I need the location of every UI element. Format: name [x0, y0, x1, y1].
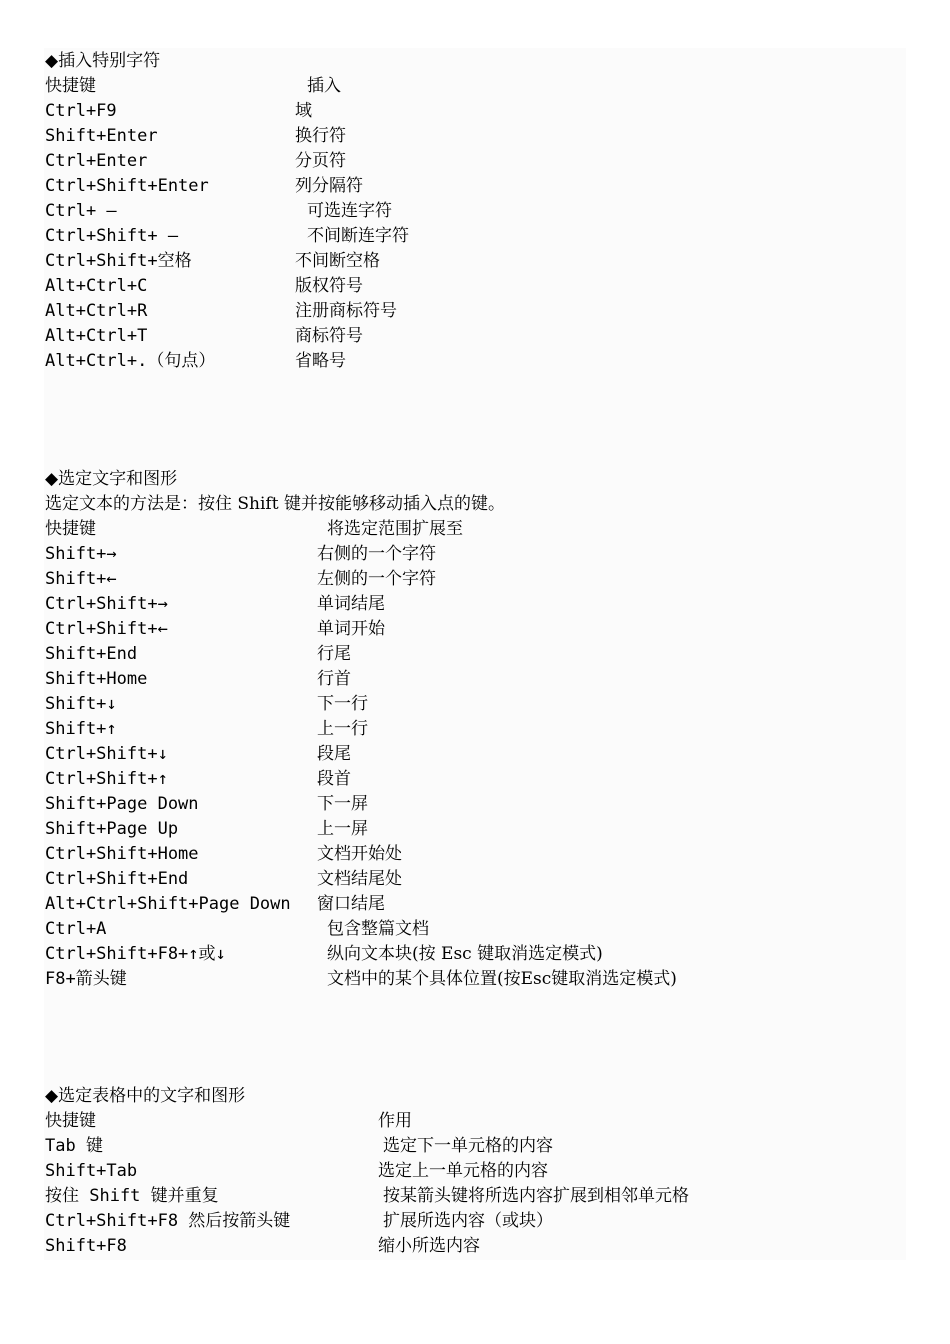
shortcut-key: Alt+Ctrl+T	[45, 326, 148, 346]
shortcut-key: Shift+F8	[45, 1236, 127, 1256]
shortcut-action: 不间断连字符	[307, 226, 409, 246]
table-header	[45, 1109, 905, 1134]
shortcut-key: Shift+Home	[45, 669, 148, 689]
table-row	[45, 1234, 905, 1259]
shortcut-key: Ctrl+Shift+F8+↑或↓	[45, 944, 226, 964]
shortcut-action: 省略号	[295, 351, 346, 371]
shortcut-key: Shift+←	[45, 569, 117, 589]
shortcut-action: 不间断空格	[295, 251, 380, 271]
table-row	[45, 174, 905, 199]
table-row	[45, 274, 905, 299]
table-row	[45, 742, 905, 767]
table-row	[45, 349, 905, 374]
shortcut-key: Ctrl+F9	[45, 101, 117, 121]
table-row	[45, 967, 905, 992]
table-row	[45, 1134, 905, 1159]
header-key: 快捷键	[45, 519, 96, 539]
shortcut-action: 可选连字符	[307, 201, 392, 221]
header-key: 快捷键	[45, 1111, 96, 1131]
table-row	[45, 767, 905, 792]
shortcut-action: 换行符	[295, 126, 346, 146]
table-row	[45, 249, 905, 274]
shortcut-action: 左侧的一个字符	[317, 569, 436, 589]
table-row	[45, 717, 905, 742]
shortcut-key: Ctrl+Shift+Home	[45, 844, 199, 864]
shortcut-key: Alt+Ctrl+.（句点）	[45, 351, 216, 371]
section-insert-special-characters	[45, 49, 905, 374]
table-header	[45, 517, 905, 542]
shortcut-key: F8+箭头键	[45, 969, 127, 989]
shortcut-key: Shift+↑	[45, 719, 117, 739]
shortcut-key: Alt+Ctrl+R	[45, 301, 148, 321]
shortcut-key: Ctrl+Shift+↑	[45, 769, 168, 789]
table-row	[45, 667, 905, 692]
table-row	[45, 792, 905, 817]
shortcut-action: 按某箭头键将所选内容扩展到相邻单元格	[383, 1186, 689, 1206]
header-key: 快捷键	[45, 76, 96, 96]
shortcut-action: 纵向文本块(按 Esc 键取消选定模式)	[327, 944, 603, 964]
header-value: 作用	[378, 1111, 412, 1131]
shortcut-action: 分页符	[295, 151, 346, 171]
shortcut-action: 版权符号	[295, 276, 363, 296]
table-row	[45, 542, 905, 567]
table-row	[45, 1184, 905, 1209]
shortcut-action: 单词开始	[317, 619, 385, 639]
table-header	[45, 74, 905, 99]
table-row	[45, 642, 905, 667]
shortcut-action: 行尾	[317, 644, 351, 664]
shortcut-key: Ctrl+Shift+F8 然后按箭头键	[45, 1211, 291, 1231]
shortcut-action: 文档开始处	[317, 844, 402, 864]
table-row	[45, 917, 905, 942]
shortcut-key: Ctrl+A	[45, 919, 107, 939]
table-row	[45, 124, 905, 149]
header-value: 将选定范围扩展至	[327, 519, 463, 539]
section-title: ◆选定表格中的文字和图形	[45, 1086, 246, 1106]
shortcut-action: 行首	[317, 669, 351, 689]
shortcut-key: Shift+End	[45, 644, 138, 664]
table-row	[45, 867, 905, 892]
table-row	[45, 567, 905, 592]
shortcut-action: 注册商标符号	[295, 301, 397, 321]
table-row	[45, 99, 905, 124]
table-row	[45, 224, 905, 249]
shortcut-action: 段首	[317, 769, 351, 789]
table-row	[45, 199, 905, 224]
shortcut-key: Shift+Enter	[45, 126, 158, 146]
shortcut-action: 扩展所选内容（或块）	[383, 1211, 553, 1231]
shortcut-key: Shift+↓	[45, 694, 117, 714]
table-row	[45, 149, 905, 174]
section-intro: 选定文本的方法是：按住 Shift 键并按能够移动插入点的键。	[45, 494, 505, 514]
shortcut-key: Shift+→	[45, 544, 117, 564]
shortcut-action: 缩小所选内容	[378, 1236, 480, 1256]
table-row	[45, 817, 905, 842]
shortcut-action: 商标符号	[295, 326, 363, 346]
shortcut-key: Ctrl+Shift+↓	[45, 744, 168, 764]
shortcut-action: 列分隔符	[295, 176, 363, 196]
shortcut-key: Ctrl+Shift+→	[45, 594, 168, 614]
shortcut-key: Ctrl+Shift+空格	[45, 251, 192, 271]
shortcut-action: 文档结尾处	[317, 869, 402, 889]
shortcut-action: 域	[295, 101, 312, 121]
section-select-text-and-graphics	[45, 467, 905, 992]
shortcut-action: 选定下一单元格的内容	[383, 1136, 553, 1156]
table-row	[45, 299, 905, 324]
shortcut-key: 按住 Shift 键并重复	[45, 1186, 219, 1206]
section-title: ◆选定文字和图形	[45, 469, 178, 489]
shortcut-key: Ctrl+Shift+End	[45, 869, 189, 889]
table-row	[45, 1209, 905, 1234]
table-row	[45, 1159, 905, 1184]
table-row	[45, 692, 905, 717]
shortcut-action: 包含整篇文档	[327, 919, 429, 939]
shortcut-key: Shift+Page Up	[45, 819, 179, 839]
shortcut-action: 选定上一单元格的内容	[378, 1161, 548, 1181]
section-select-table-text-and-graphics	[45, 1084, 905, 1259]
shortcut-key: Ctrl+Shift+Enter	[45, 176, 209, 196]
shortcut-key: Alt+Ctrl+Shift+Page Down	[45, 894, 291, 914]
shortcut-key: Ctrl+Shift+←	[45, 619, 168, 639]
table-row	[45, 892, 905, 917]
table-row	[45, 842, 905, 867]
shortcut-action: 单词结尾	[317, 594, 385, 614]
shortcut-key: Shift+Tab	[45, 1161, 138, 1181]
shortcut-action: 下一屏	[317, 794, 368, 814]
shortcut-action: 窗口结尾	[317, 894, 385, 914]
shortcut-action: 文档中的某个具体位置(按Esc键取消选定模式)	[327, 969, 677, 989]
section-title: ◆插入特别字符	[45, 51, 161, 71]
shortcut-action: 段尾	[317, 744, 351, 764]
shortcut-key: Shift+Page Down	[45, 794, 199, 814]
table-row	[45, 324, 905, 349]
table-row	[45, 617, 905, 642]
shortcut-key: Alt+Ctrl+C	[45, 276, 148, 296]
shortcut-key: Ctrl+Enter	[45, 151, 148, 171]
header-value: 插入	[307, 76, 341, 96]
shortcut-action: 右侧的一个字符	[317, 544, 436, 564]
shortcut-action: 上一行	[317, 719, 368, 739]
table-row	[45, 592, 905, 617]
shortcut-action: 上一屏	[317, 819, 368, 839]
shortcut-key: Tab 键	[45, 1136, 103, 1156]
shortcut-key: Ctrl+Shift+ —	[45, 226, 179, 246]
shortcut-action: 下一行	[317, 694, 368, 714]
table-row	[45, 942, 905, 967]
shortcut-key: Ctrl+ —	[45, 201, 117, 221]
